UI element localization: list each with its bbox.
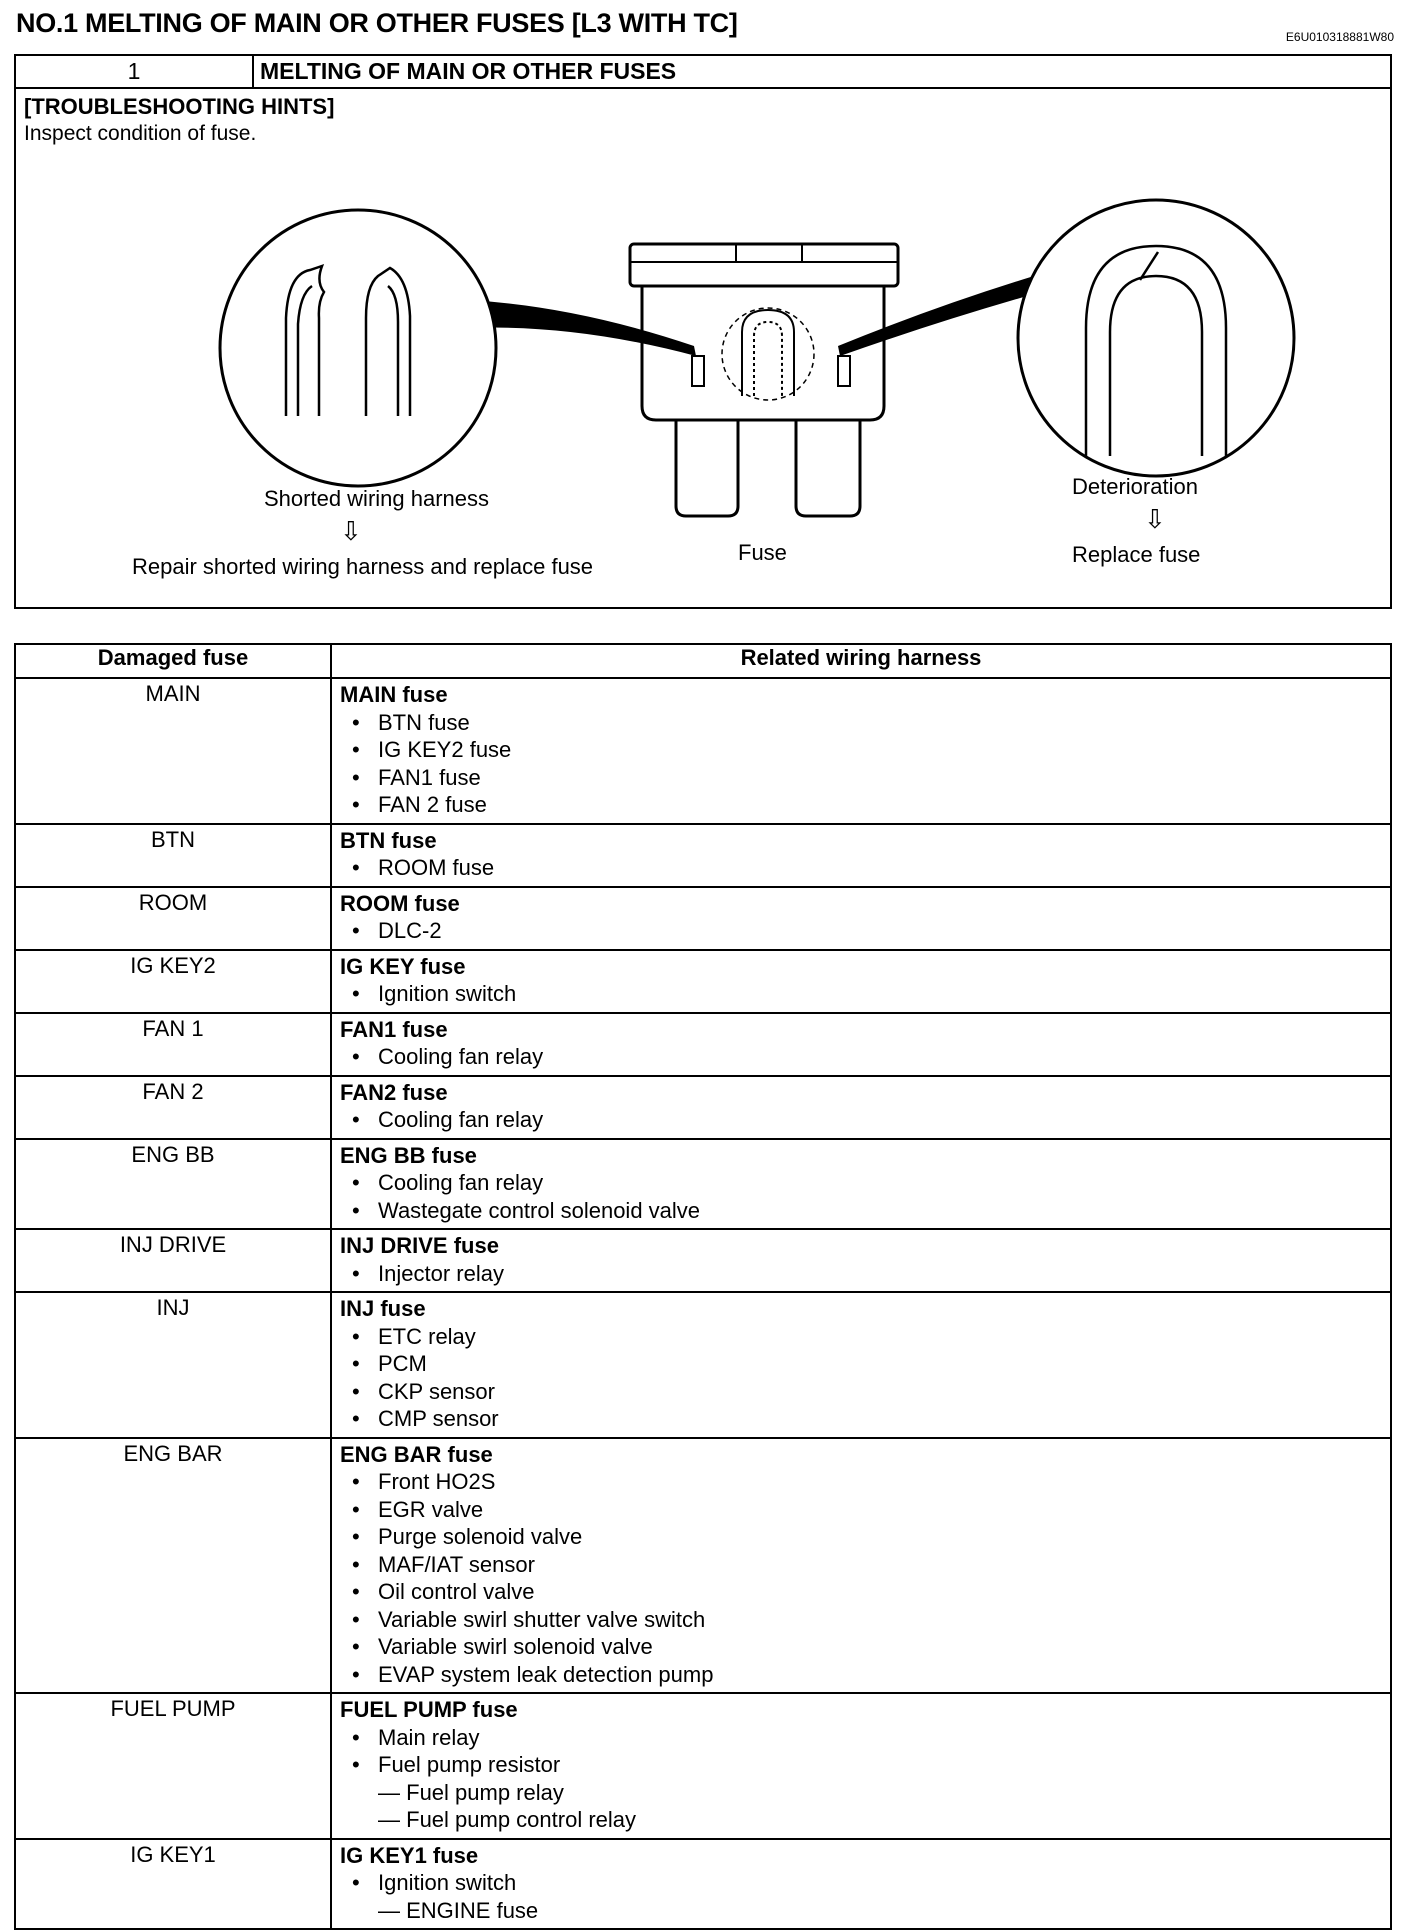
sub-list-item [378, 1806, 1390, 1834]
harness-fuse-heading: FAN2 fuse [340, 1079, 448, 1105]
harness-fuse-heading: FAN1 fuse [340, 1016, 448, 1042]
damaged-fuse-cell: MAIN [15, 678, 331, 824]
harness-item-list [340, 1724, 1390, 1834]
connector-right [838, 276, 1034, 356]
harness-item-list [340, 1043, 1390, 1071]
list-item [340, 1197, 1390, 1225]
related-harness-cell [331, 678, 1391, 824]
damaged-fuse-cell: ROOM [15, 887, 331, 950]
related-harness-cell [331, 1076, 1391, 1139]
page-title: NO.1 MELTING OF MAIN OR OTHER FUSES [L3 WITH TC] [16, 8, 738, 38]
list-item [340, 1633, 1390, 1661]
table-row [15, 1076, 1391, 1139]
list-item-text: Cooling fan relay [378, 1107, 544, 1132]
list-item [340, 1378, 1390, 1406]
label-repair-action: Repair shorted wiring harness and replace fuse [132, 554, 594, 579]
list-item [340, 1578, 1390, 1606]
list-item [340, 1323, 1390, 1351]
list-item-text: ETC relay [378, 1323, 476, 1349]
harness-item-list [340, 1169, 1390, 1224]
list-item [340, 1169, 1390, 1197]
harness-item-list [340, 1323, 1390, 1433]
list-item [340, 1606, 1390, 1634]
list-item [340, 917, 1390, 945]
harness-fuse-heading: ROOM fuse [340, 890, 460, 916]
table-row [15, 1438, 1391, 1694]
harness-item-list [340, 709, 1390, 819]
harness-item-list [340, 854, 1390, 882]
sub-item-list [378, 1897, 1390, 1925]
harness-fuse-heading: INJ fuse [340, 1296, 426, 1321]
harness-item-list [340, 1106, 1390, 1134]
harness-item-list [340, 1260, 1390, 1288]
list-item [340, 1496, 1390, 1524]
damaged-fuse-cell: FAN 1 [15, 1013, 331, 1076]
damaged-fuse-cell: BTN [15, 824, 331, 887]
fuse-illustration [16, 56, 1392, 609]
list-item [340, 1523, 1390, 1551]
related-harness-cell [331, 950, 1391, 1013]
list-item-text: Wastegate control solenoid valve [378, 1197, 701, 1223]
table-row [15, 1229, 1391, 1292]
hints-text: Inspect condition of fuse. [24, 122, 257, 145]
table-row [15, 1013, 1391, 1076]
damaged-fuse-cell: FAN 2 [15, 1076, 331, 1139]
step-title: MELTING OF MAIN OR OTHER FUSES [260, 58, 677, 84]
related-harness-cell [331, 1292, 1391, 1438]
fuse-body [630, 244, 898, 516]
damaged-fuse-cell: IG KEY2 [15, 950, 331, 1013]
list-item [340, 1724, 1390, 1752]
list-item [340, 1350, 1390, 1378]
related-harness-cell [331, 1438, 1391, 1694]
table-body [15, 678, 1391, 1929]
table-row [15, 824, 1391, 887]
related-harness-cell [331, 1839, 1391, 1930]
label-fuse: Fuse [738, 540, 787, 565]
list-item [340, 709, 1390, 737]
related-harness-cell [331, 824, 1391, 887]
table-header-row [15, 644, 1391, 678]
list-item-text: Oil control valve [378, 1579, 535, 1604]
list-item-text: Variable swirl shutter valve switch [378, 1606, 706, 1632]
sub-list-item-text: ENGINE fuse [406, 1897, 539, 1923]
label-deterioration: Deterioration [1072, 474, 1198, 499]
list-item-text: PCM [378, 1351, 427, 1376]
list-item-text: CMP sensor [378, 1406, 499, 1431]
related-harness-cell [331, 1229, 1391, 1292]
table-row [15, 1693, 1391, 1839]
hints-heading: [TROUBLESHOOTING HINTS] [24, 94, 335, 119]
list-item-text: MAF/IAT sensor [378, 1551, 535, 1577]
harness-item-list [340, 917, 1390, 945]
related-harness-cell [331, 887, 1391, 950]
list-item-text: ROOM fuse [378, 855, 495, 880]
damaged-fuse-cell: IG KEY1 [15, 1839, 331, 1930]
list-item-text: Cooling fan relay [378, 1170, 544, 1195]
list-item-text: Front HO2S [378, 1469, 496, 1494]
list-item-text: Main relay [378, 1724, 480, 1750]
harness-item-list [340, 1869, 1390, 1924]
sub-list-item [378, 1897, 1390, 1925]
list-item [340, 1661, 1390, 1689]
list-item [340, 980, 1390, 1008]
list-item-text: Purge solenoid valve [378, 1524, 583, 1549]
table-row [15, 678, 1391, 824]
harness-fuse-heading: MAIN fuse [340, 682, 448, 707]
harness-fuse-heading: ENG BB fuse [340, 1142, 477, 1168]
magnified-right-circle [1018, 200, 1294, 476]
list-item [340, 1551, 1390, 1579]
related-harness-cell [331, 1693, 1391, 1839]
table-row [15, 950, 1391, 1013]
label-shorted-harness: Shorted wiring harness [264, 486, 490, 511]
arrow-down-left-icon: ⇩ [340, 516, 362, 546]
arrow-down-right-icon: ⇩ [1144, 504, 1166, 534]
list-item-text: Ignition switch [378, 1870, 517, 1895]
step-number: 1 [16, 56, 254, 87]
table-row [15, 1839, 1391, 1930]
list-item-text: Ignition switch [378, 981, 517, 1006]
list-item-text: Fuel pump resistor [378, 1752, 561, 1777]
harness-fuse-heading: ENG BAR fuse [340, 1441, 493, 1467]
related-harness-cell [331, 1013, 1391, 1076]
harness-fuse-heading: INJ DRIVE fuse [340, 1233, 499, 1258]
list-item [340, 854, 1390, 882]
list-item-text: EGR valve [378, 1496, 484, 1522]
magnified-left-circle [220, 210, 496, 486]
list-item-text: IG KEY2 fuse [378, 737, 512, 762]
damaged-fuse-cell: ENG BAR [15, 1438, 331, 1694]
label-replace-fuse: Replace fuse [1072, 542, 1201, 567]
list-item [340, 1751, 1390, 1834]
table-row [15, 887, 1391, 950]
list-item [340, 1468, 1390, 1496]
table-row [15, 1292, 1391, 1438]
table-row [15, 1139, 1391, 1230]
harness-fuse-heading: BTN fuse [340, 827, 437, 853]
harness-item-list [340, 1468, 1390, 1688]
document-id: E6U010318881W80 [1285, 30, 1394, 44]
list-item-text: BTN fuse [378, 709, 470, 735]
connector-left [468, 300, 696, 356]
damaged-fuse-cell: FUEL PUMP [15, 1693, 331, 1839]
list-item [340, 791, 1390, 819]
list-item-text: DLC-2 [378, 918, 442, 943]
list-item-text: FAN1 fuse [378, 764, 481, 790]
list-item [340, 1043, 1390, 1071]
list-item-text: Cooling fan relay [378, 1044, 544, 1069]
list-item-text: CKP sensor [378, 1378, 495, 1404]
damaged-fuse-cell: INJ [15, 1292, 331, 1438]
damaged-fuse-cell: INJ DRIVE [15, 1229, 331, 1292]
harness-fuse-heading: FUEL PUMP fuse [340, 1697, 518, 1722]
harness-fuse-heading: IG KEY1 fuse [340, 1842, 479, 1868]
list-item-text: FAN 2 fuse [378, 792, 487, 817]
sub-item-list [378, 1779, 1390, 1834]
related-harness-cell [331, 1139, 1391, 1230]
list-item [340, 736, 1390, 764]
list-item-text: Variable swirl solenoid valve [378, 1634, 653, 1659]
list-item-text: Injector relay [378, 1260, 504, 1286]
damaged-fuse-cell: ENG BB [15, 1139, 331, 1230]
troubleshooting-box [14, 54, 1392, 609]
list-item [340, 1106, 1390, 1134]
sub-list-item-text: Fuel pump relay [406, 1779, 564, 1805]
list-item [340, 1260, 1390, 1288]
col-header-damaged-fuse: Damaged fuse [15, 644, 331, 678]
list-item [340, 764, 1390, 792]
harness-fuse-heading: IG KEY fuse [340, 953, 466, 979]
harness-item-list [340, 980, 1390, 1008]
list-item [340, 1869, 1390, 1924]
list-item-text: EVAP system leak detection pump [378, 1661, 714, 1687]
sub-list-item [378, 1779, 1390, 1807]
fuse-table [14, 643, 1392, 1930]
sub-list-item-text: Fuel pump control relay [406, 1807, 637, 1832]
col-header-related-harness: Related wiring harness [331, 644, 1391, 678]
list-item [340, 1405, 1390, 1433]
